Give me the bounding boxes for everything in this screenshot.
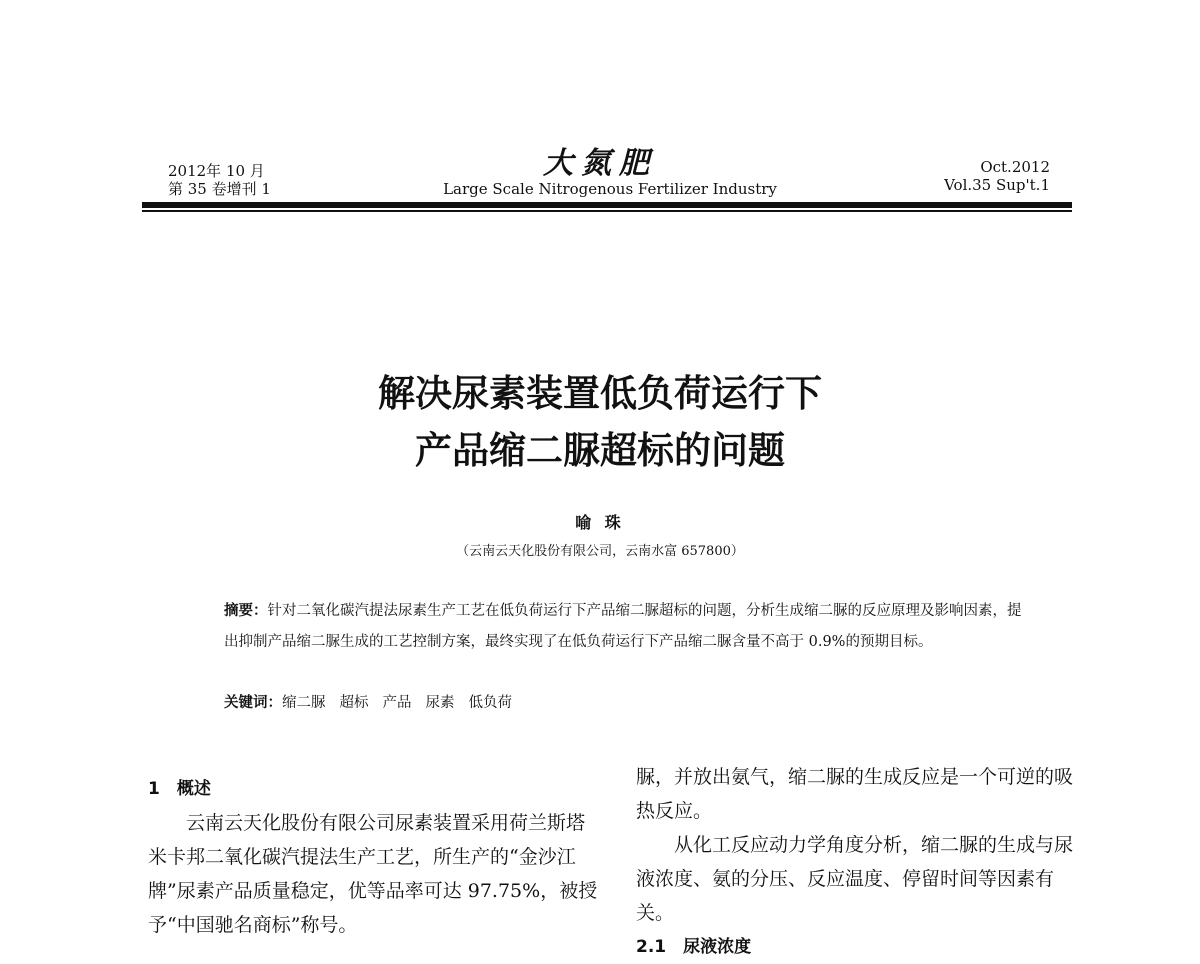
keyword: 产品	[382, 695, 412, 711]
body-left-column	[148, 772, 603, 942]
paper-title-line2: 产品缩二脲超标的问题	[415, 429, 785, 472]
keyword: 尿素	[425, 695, 455, 711]
paper-title	[0, 365, 1200, 479]
keyword: 低负荷	[468, 695, 512, 711]
journal-title-cn: 大氮肥	[543, 146, 657, 181]
body-right-column	[636, 760, 1086, 957]
header-rule-thick	[142, 202, 1072, 208]
keywords-label: 关键词：	[224, 695, 282, 711]
keywords	[224, 692, 526, 714]
author-affiliation: （云南云天化股份有限公司，云南水富 657800）	[456, 544, 744, 559]
keyword: 缩二脲	[282, 695, 326, 711]
header-issue-info-en	[944, 158, 1050, 194]
abstract-label: 摘要：	[224, 603, 268, 619]
header-volume-en: Vol.35 Sup't.1	[944, 176, 1050, 194]
abstract-text: 针对二氧化碳汽提法尿素生产工艺在低负荷运行下产品缩二脲超标的问题，分析生成缩二脲的反应原理及影响因素，提出抑制产品缩二脲生成的工艺控制方案，最终实现了在低负荷运行下产品缩二脲含量不高于 0.9%的预期目标。	[224, 603, 1022, 650]
subsection-heading: 2.1 尿液浓度	[636, 937, 752, 957]
keyword: 超标	[339, 695, 369, 711]
body-paragraph: 云南云天化股份有限公司尿素装置采用荷兰斯塔米卡邦二氧化碳汽提法生产工艺，所生产的“金沙江牌”尿素产品质量稳定，优等品率可达 97.75%，被授予“中国驰名商标”称号。	[148, 812, 598, 936]
body-paragraph: 脲，并放出氨气，缩二脲的生成反应是一个可逆的吸热反应。	[636, 766, 1074, 822]
section-heading: 1 概述	[148, 779, 211, 799]
header-rule-thin	[142, 210, 1072, 212]
header-date: 2012年 10 月	[168, 162, 265, 180]
abstract	[190, 596, 1030, 658]
journal-title-en: Large Scale Nitrogenous Fertilizer Industry	[443, 180, 777, 198]
author-name: 喻 珠	[575, 513, 625, 532]
header-volume: 第 35 卷增刊 1	[168, 180, 271, 198]
paper-title-line1: 解决尿素装置低负荷运行下	[378, 372, 822, 415]
header-date-en: Oct.2012	[980, 158, 1050, 176]
body-paragraph: 从化工反应动力学角度分析，缩二脲的生成与尿液浓度、氨的分压、反应温度、停留时间等因素有关。	[636, 834, 1074, 924]
